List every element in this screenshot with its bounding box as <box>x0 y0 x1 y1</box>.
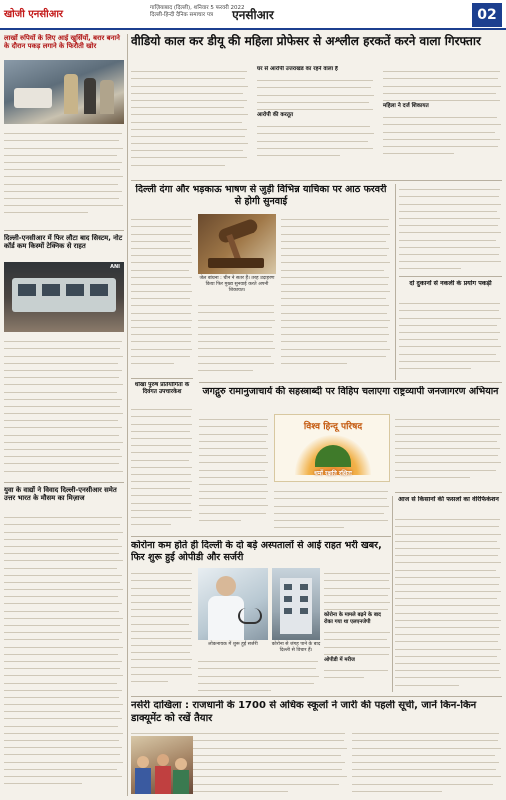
weather-story <box>4 486 124 502</box>
jagadguru-col-1 <box>199 414 269 532</box>
bus-headline: दिल्ली-एनसीआर में फिर लौटा बाद सिस्टम, नोट कॉर्ड कम किस्मों टेक्निक से राहत <box>4 234 123 251</box>
section-title: एनसीआर <box>232 8 274 22</box>
riots-col-2b <box>198 300 276 376</box>
column-divider <box>395 184 396 380</box>
weather-headline: युवा के वाद्यों ने विवाद दिल्ली-एनसीआर समेत उत्तर भारत के मौसम का मिज़ाज <box>4 486 117 503</box>
divider <box>131 536 391 537</box>
professor-subhead-3: महिला ने दर्ज शिकायत <box>383 102 429 109</box>
vhp-logo <box>274 414 390 482</box>
doctor-caption: लोकनायक में शुरू हुई सर्जरी <box>208 642 258 647</box>
gavel-caption: जेल बांधना : चीन ने सतर हैं। तरह उदाहरण किया फिर मुख्य सुनवाई करते अपनी शिकायत। <box>199 276 275 293</box>
masthead <box>0 0 506 30</box>
jail-body-text <box>4 128 124 226</box>
divider <box>399 276 502 277</box>
police-photo <box>4 60 124 124</box>
hospital-photo <box>272 568 320 640</box>
dateline-date: गाज़ियाबाद (दिल्ली), शनिवार 5 फरवरी 2022 <box>150 5 245 11</box>
nursery-col-2 <box>198 728 348 796</box>
page-number: 02 <box>472 3 502 27</box>
professor-story <box>131 34 502 49</box>
vhp-logo-title: विश्व हिन्दू परिषद <box>303 422 363 432</box>
hospital-caption: कोरोना से जंगह पाने के बाद दिल्ली से विचार हैं। <box>271 642 321 653</box>
weather-body-text <box>4 512 124 796</box>
professor-headline: वीडियो काल कर डीयू की महिला प्रोफेसर से अश्लील हरकतें करने वाला गिरफ्तार <box>131 34 481 48</box>
vaccine-headline: दो दुकानों से नकली के प्रयोग पकड़ी <box>409 280 492 287</box>
riots-story <box>131 184 391 208</box>
school-children-photo <box>131 736 193 794</box>
abduction-headline: धोखा पुरुष प्रतियोगिता के दिवंगत उपचारकेश <box>134 382 190 395</box>
wheat-body <box>395 514 502 692</box>
divider <box>131 378 193 379</box>
column-divider <box>127 34 128 796</box>
nursery-story <box>131 700 502 725</box>
stethoscope-icon <box>238 608 262 624</box>
vaccine-story <box>399 280 502 288</box>
jagadguru-headline: जगद्गुरु रामानुजाचार्य की सहस्त्राब्दी पर विहिप चलाएगा राष्ट्रव्यापी जनजागरण अभियान <box>202 386 499 397</box>
professor-col-3 <box>383 66 502 176</box>
jagadguru-story <box>199 386 502 398</box>
divider <box>4 482 124 483</box>
vhp-logo-motto: धर्मो रक्षति रक्षितः <box>314 470 352 477</box>
bus-story <box>4 234 124 250</box>
bus-photo: ANI <box>4 262 124 332</box>
corona-subhead-1: कोरोना के मामले बढ़ने के बाद रोका गया था एलएनजेपी <box>324 612 381 625</box>
jagadguru-col-2 <box>274 486 390 532</box>
wheat-headline: आज से किसानों की फसलों का वेरिफिकेशन <box>398 496 499 503</box>
vaccine-body <box>399 298 502 378</box>
corona-col-2 <box>198 656 320 692</box>
abduction-story <box>131 382 193 396</box>
riots-col-3 <box>281 214 391 376</box>
divider <box>4 230 124 231</box>
riots-col-1 <box>131 214 193 376</box>
corona-col-3 <box>324 568 391 692</box>
right-col-top <box>399 184 502 274</box>
corona-subhead-2: ओपीडी में मरीज <box>324 656 355 663</box>
doctor-photo <box>198 568 268 640</box>
wheat-story <box>395 496 502 504</box>
brand-name: खोजी एनसीआर <box>4 9 64 20</box>
column-divider <box>392 496 393 692</box>
divider <box>131 180 502 181</box>
abduction-body <box>131 404 193 532</box>
professor-col-1 <box>131 66 249 176</box>
jail-story <box>4 34 124 50</box>
bus-body-text <box>4 336 124 478</box>
nursery-col-3 <box>352 728 502 796</box>
divider <box>131 696 502 697</box>
gavel-photo <box>198 214 276 274</box>
riots-headline: दिल्ली दंगा और भड़काऊ भाषण से जुड़ी विभिन्न याचिका पर आठ फरवरी से होगी सुनवाई <box>135 184 387 207</box>
professor-subhead-2: आरोपी की करतूत <box>257 111 294 118</box>
professor-subhead-1: घर से आरोपी उत्तराखंड का रहने वाला है <box>257 66 338 72</box>
jagadguru-col-3 <box>395 414 502 490</box>
jail-headline: लाखों रुपियों के लिए आई खुर्सियों, बरार बनाने के दौरान पकड़ लगाने के फिरौती खोर <box>4 34 120 51</box>
divider <box>199 382 502 383</box>
professor-col-2 <box>257 66 375 176</box>
corona-story <box>131 540 391 564</box>
corona-headline: कोरोना कम होते ही दिल्ली के दो बड़े अस्पतालों से आई राहत भरी खबर, फिर शुरू हुई ओपीडी और सर्जरी <box>131 540 382 563</box>
nursery-headline: नर्सरी दाखिला : राजधानी के 1700 से अधिक स्कूलों ने जारी की पहली सूची, जानें किन-किन डाक्यूमेंट को रखें तैयार <box>131 700 477 724</box>
dateline-tagline: दिल्ली-हिन्दी दैनिक समाचार पत्र <box>150 12 213 18</box>
corona-col-1 <box>131 568 193 692</box>
professor-body <box>131 66 502 176</box>
divider <box>395 492 502 493</box>
